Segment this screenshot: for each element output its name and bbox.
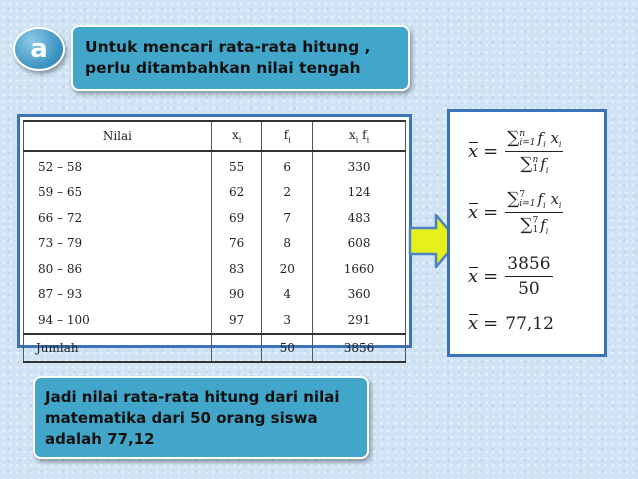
cell-fi: 2 [262, 180, 313, 206]
table-row [24, 180, 406, 206]
table-row [24, 256, 406, 282]
table-row [24, 151, 406, 180]
cell-range: 66 – 72 [24, 205, 212, 231]
formula-substituted: x = ∑ 7 i=1 $f_i$ $x_i$ ∑ 7 1 $f_i$ [468, 189, 562, 236]
cell-xi: 62 [211, 180, 262, 206]
conclusion-line-2: matematika dari 50 orang siswa [45, 409, 318, 427]
cell-fi: 8 [262, 231, 313, 257]
section-badge: a [13, 27, 65, 71]
cell-fi: 20 [262, 256, 313, 282]
conclusion-callout [33, 376, 369, 459]
table-header-row [24, 121, 406, 151]
cell-xi: 69 [211, 205, 262, 231]
cell-xi: 55 [211, 151, 262, 180]
cell-total-empty [211, 334, 262, 362]
cell-fi: 6 [262, 151, 313, 180]
table-row [24, 231, 406, 257]
header-nilai: Nilai [24, 121, 212, 151]
cell-range: 87 – 93 [24, 282, 212, 308]
cell-total-xf: 3856 [313, 334, 406, 362]
cell-xifi: 360 [313, 282, 406, 308]
cell-range: 59 – 65 [24, 180, 212, 206]
cell-xifi: 483 [313, 205, 406, 231]
cell-xi: 90 [211, 282, 262, 308]
frequency-table-frame [17, 114, 412, 355]
table-total-row [24, 334, 406, 362]
cell-fi: 7 [262, 205, 313, 231]
conclusion-line-3: adalah 77,12 [45, 430, 155, 448]
cell-xifi: 124 [313, 180, 406, 206]
cell-total-f: 50 [262, 334, 313, 362]
cell-fi: 3 [262, 307, 313, 334]
table-row [24, 307, 406, 334]
header-xifi: $x_i$ $f_i$ [313, 121, 406, 151]
table-row [24, 205, 406, 231]
cell-total-label: Jumlah [24, 334, 212, 362]
cell-xi: 76 [211, 231, 262, 257]
header-xi: $x_i$ [211, 121, 262, 151]
formula-result: x = 77,12 [468, 313, 554, 334]
conclusion-line-1: Jadi nilai rata-rata hitung dari nilai [45, 388, 340, 406]
cell-xi: 83 [211, 256, 262, 282]
intro-line-1: Untuk mencari rata-rata hitung , [85, 38, 371, 56]
header-fi: $f_i$ [262, 121, 313, 151]
cell-range: 73 – 79 [24, 231, 212, 257]
intro-line-2: perlu ditambahkan nilai tengah [85, 59, 361, 77]
cell-fi: 4 [262, 282, 313, 308]
cell-xifi: 608 [313, 231, 406, 257]
formula-panel [447, 109, 607, 357]
formula-general: x = ∑ n i=1 $f_i$ $x_i$ ∑ n 1 $f_i$ [468, 128, 562, 175]
cell-xifi: 291 [313, 307, 406, 334]
formula-numeric: x = $\frac{3856}{50}$ [468, 254, 551, 299]
cell-xi: 97 [211, 307, 262, 334]
cell-range: 52 – 58 [24, 151, 212, 180]
cell-xifi: 1660 [313, 256, 406, 282]
frequency-table [23, 120, 406, 363]
cell-range: 80 – 86 [24, 256, 212, 282]
cell-range: 94 – 100 [24, 307, 212, 334]
table-row [24, 282, 406, 308]
cell-xifi: 330 [313, 151, 406, 180]
intro-callout [71, 25, 410, 91]
